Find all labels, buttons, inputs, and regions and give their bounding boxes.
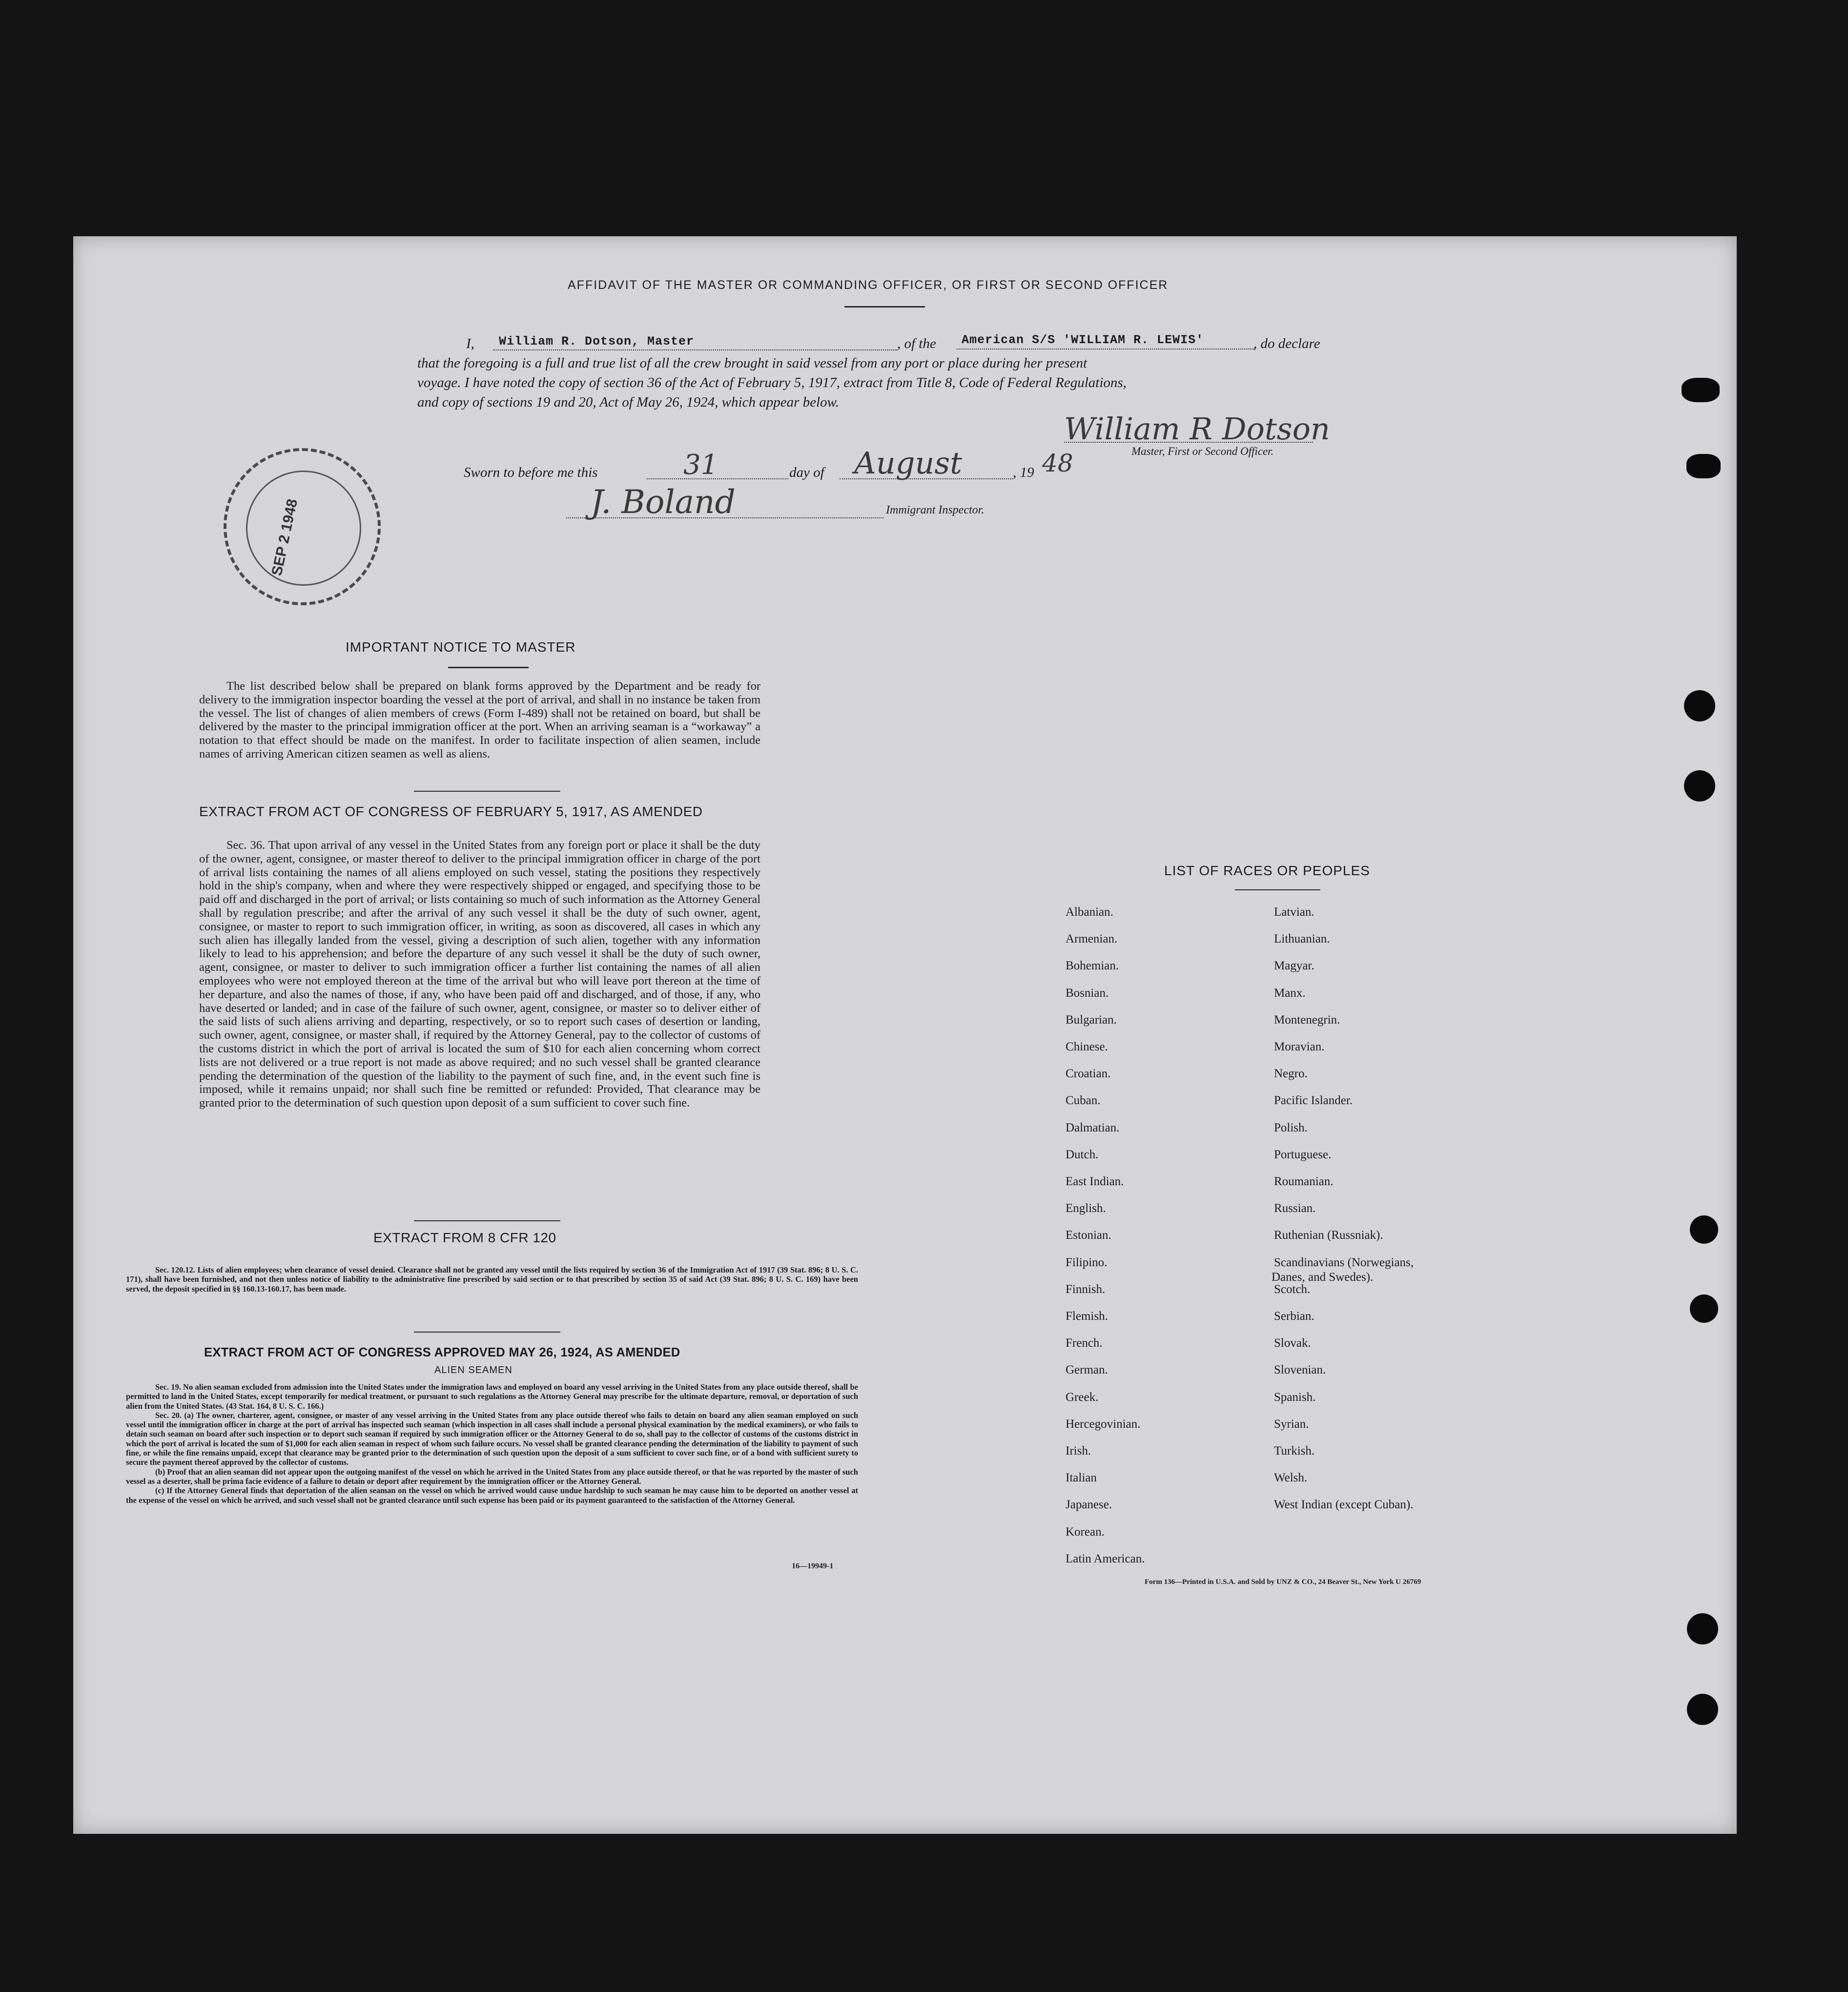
race-item: German.	[1066, 1363, 1108, 1377]
punch-hole	[1690, 1294, 1718, 1323]
race-item: Serbian.	[1274, 1310, 1314, 1323]
of-the-label: , of the	[897, 336, 936, 351]
extract-1924-text: Sec. 19. No alien seaman excluded from admission into the United States under the immigration laws and employed on board any vessel arriving in the United States from any place outside thereof, shall be permitted to land in the United States, except temporarily for medical treatment, or pursuant to such regulations as the Attorney General may prescribe for the ultimate departure, removal, or deportation of such alien from the United States. (43 Stat. 164, 8 U. S. C. 166.) Sec. 20. (a) The owner, charterer, agent, consignee, or master of any vessel arriving in the United States from any place outside thereof who fails to detain on board any alien seaman employed on such vessel until the immigration officer in charge at the port of arrival has inspected such seaman (which inspection in all cases shall include a personal physical examination by the medical examiners), or who fails to detain such seaman on board after such inspection or to deport such seaman if required by such immigration officer or the Attorney General to do so, shall pay to the collector of customs of the customs district in which the port of arrival is located the sum of $1,000 for each alien seaman in respect of whom such failure occurs. No vessel shall be granted clearance pending the determination of the liability to payment of such fine, or while the fine remains unpaid, except that clearance may be granted prior to the determination of such question upon the deposit of a sum sufficient to cover such fine, or of a bond with sufficient surety to secure the payment thereof approved by the collector of customs. (b) Proof that an alien seaman did not appear upon the outgoing manifest of the vessel on which he arrived in the United States from any place outside thereof, or that he was reported by the master of such vessel as a deserter, shall be prima facie evidence of a failure to detain or deport after requirement by the immigration officer or the Attorney General. (c) If the Attorney General finds that deportation of the alien seaman on the vessel on which he arrived would cause undue hardship to such seaman he may cause him to be deported on another vessel at the expense of the vessel on which he arrived, and such vessel shall not be granted clearance until such expense has been paid or its payment guaranteed to the satisfaction of the Attorney General.	[126, 1382, 858, 1505]
title-rule	[844, 306, 925, 308]
race-item: Manx.	[1274, 986, 1306, 1000]
race-item: Russian.	[1274, 1202, 1316, 1215]
punch-hole	[1686, 454, 1721, 478]
extract-1917-text: Sec. 36. That upon arrival of any vessel in the United States from any foreign port or place it shall be the duty of the owner, agent, consignee, or master thereof to deliver to the principal immigration officer in charge of the port of arrival lists containing the names of all aliens employed on such vessel, stating the positions they respectively hold in the ship's company, when and where they were respectively shipped or engaged, and specifying those to be paid off and discharged in the port of arrival; or lists containing so much of such information as the Attorney General shall by regulation prescribe; and after the arrival of any such vessel it shall be the duty of such owner, agent, consignee, or master to report to such immigration officer, in writing, as soon as discovered, all cases in which any such alien has illegally landed from the vessel, giving a description of such alien, together with any information likely to lead to his apprehension; and before the departure of any such vessel it shall be the duty of such owner, agent, consignee, or master to deliver to such immigration officer a further list containing the names of all alien employees who were not employed thereon at the time of the arrival but who will leave port thereon at the time of her departure, and also the names of those, if any, who have been paid off and discharged, and of those, if any, who have deserted or landed; and in case of the failure of such owner, agent, consignee, or master so to deliver either of the said lists of such aliens arriving and departing, respectively, or so to report such cases of desertion or landing, such owner, agent, consignee, or master shall, if required by the Attorney General, pay to the collector of customs of the customs district in which the port of arrival is located the sum of $10 for each alien concerning whom correct lists are not delivered or a true report is not made as above required; and no such vessel shall be granted clearance pending the determination of the question of the liability to the payment of such fine, and, in the event such fine is imposed, while it remains unpaid; nor shall such fine be remitted or refunded: Provided, That clearance may be granted prior to the determination of such question upon deposit of a sum sufficient to cover such fine.	[199, 839, 760, 1110]
punch-hole	[1690, 1215, 1718, 1244]
race-item: Scandinavians (Norwegians,	[1274, 1255, 1414, 1269]
affidavit-line3: voyage. I have noted the copy of section 36 of the Act of February 5, 1917, extract from Title 8, Code of Federal Regulations,	[417, 375, 1127, 390]
master-signature: William R Dotson	[1064, 411, 1330, 447]
vessel-name: American S/S 'WILLIAM R. LEWIS'	[962, 333, 1204, 347]
race-item: Welsh.	[1274, 1471, 1308, 1485]
year-value: 48	[1042, 449, 1073, 477]
race-item: Dutch.	[1066, 1148, 1099, 1161]
race-item: Lithuanian.	[1274, 932, 1330, 946]
race-item: Albanian.	[1066, 905, 1113, 919]
punch-hole	[1684, 690, 1715, 721]
races-title: LIST OF RACES OR PEOPLES	[1164, 863, 1370, 878]
sworn-prefix: Sworn to before me this	[464, 465, 598, 480]
race-item: Turkish.	[1274, 1444, 1315, 1458]
race-item: Latvian.	[1274, 905, 1314, 919]
inspection-stamp	[224, 448, 381, 605]
stamp-date: SEP 2 1948	[268, 497, 301, 577]
race-item: Danes, and Swedes).	[1272, 1270, 1374, 1284]
affidavit-line4: and copy of sections 19 and 20, Act of May 26, 1924, which appear below.	[417, 394, 839, 410]
punch-hole	[1682, 378, 1720, 402]
race-item: Dalmatian.	[1066, 1121, 1120, 1134]
day-dotline	[647, 478, 788, 479]
notice-bottom-rule	[414, 791, 560, 792]
race-item: Croatian.	[1066, 1067, 1111, 1081]
race-item: Magyar.	[1274, 959, 1314, 973]
do-declare-label: , do declare	[1253, 336, 1320, 351]
race-item: Latin American.	[1066, 1552, 1145, 1565]
day-value: 31	[683, 449, 719, 481]
punch-hole	[1684, 770, 1715, 801]
race-item: Negro.	[1274, 1067, 1308, 1081]
affidavit-line1-prefix: I,	[466, 336, 474, 351]
race-item: Greek.	[1066, 1390, 1099, 1404]
notice-rule	[448, 667, 529, 668]
inspector-caption: Immigrant Inspector.	[886, 504, 985, 516]
affidavit-line2: that the foregoing is a full and true list of all the crew brought in said vessel from any port or place during her present	[417, 355, 1088, 371]
race-item: Slovenian.	[1274, 1363, 1326, 1377]
race-item: Italian	[1066, 1471, 1097, 1485]
race-item: Bosnian.	[1066, 986, 1109, 1000]
name-dotline	[493, 349, 897, 350]
race-item: Montenegrin.	[1274, 1013, 1340, 1027]
punch-hole	[1687, 1613, 1718, 1644]
extract-1917-title: EXTRACT FROM ACT OF CONGRESS OF FEBRUARY 5, 1917, AS AMENDED	[199, 804, 703, 819]
extract-1924-subtitle: ALIEN SEAMEN	[434, 1365, 513, 1376]
race-item: Filipino.	[1066, 1255, 1108, 1269]
race-item: English.	[1066, 1202, 1106, 1215]
race-item: Pacific Islander.	[1274, 1094, 1353, 1108]
race-item: Japanese.	[1066, 1498, 1112, 1512]
notice-text: The list described below shall be prepared on blank forms approved by the Department and be ready for delivery to the immigration inspector boarding the vessel at the port of arrival, and shall in no instance be taken from the vessel. The list of changes of alien members of crews (Form I-489) shall not be retained on board, but shall be delivered by the master to the principal immigration officer at the port. When an arriving seaman is a “workaway” a notation to that effect should be made on the manifest. In order to facilitate inspection of alien seamen, include names of arriving American citizen seamen as well as aliens.	[199, 679, 760, 760]
month-value: August	[854, 445, 963, 481]
extract-1917-rule	[414, 1220, 560, 1221]
master-signature-line	[1064, 442, 1313, 443]
race-item: Moravian.	[1274, 1040, 1325, 1053]
punch-hole	[1687, 1694, 1718, 1725]
extract-8cfr-title: EXTRACT FROM 8 CFR 120	[373, 1230, 556, 1245]
race-item: Scotch.	[1274, 1282, 1311, 1296]
race-item: Cuban.	[1066, 1094, 1101, 1108]
race-item: Syrian.	[1274, 1417, 1309, 1431]
extract-8cfr-text: Sec. 120.12. Lists of alien employees; when clearance of vessel denied. Clearance shall not be granted any vessel until the lists required by section 36 of the Immigration Act of 1917 (39 Stat. 896; 8 U. S. C. 171), shall have been furnished, and not then unless notice of liability to the administrative fine prescribed by said section or to that prescribed by section 35 of said Act (39 Stat. 896; 8 U. S. C. 169) have been served, the deposit specified in §§ 160.13-160.17, has been made.	[126, 1265, 858, 1294]
race-item: Hercegovinian.	[1066, 1417, 1141, 1431]
inspector-dotline	[566, 517, 883, 518]
day-of-label: day of	[789, 465, 824, 480]
race-item: Portuguese.	[1274, 1148, 1332, 1161]
master-caption: Master, First or Second Officer.	[1131, 445, 1274, 457]
affidavit-title: AFFIDAVIT OF THE MASTER OR COMMANDING OFFICER, OR FIRST OR SECOND OFFICER	[568, 278, 1169, 292]
inspector-signature: J. Boland	[591, 483, 736, 521]
race-item: French.	[1066, 1336, 1103, 1350]
month-dotline	[840, 478, 1013, 479]
master-name: William R. Dotson, Master	[499, 334, 695, 349]
race-item: Bohemian.	[1066, 959, 1119, 973]
race-item: Spanish.	[1274, 1390, 1316, 1404]
extract-1924-title: EXTRACT FROM ACT OF CONGRESS APPROVED MAY 26, 1924, AS AMENDED	[204, 1346, 680, 1359]
race-item: Irish.	[1066, 1444, 1091, 1458]
year-prefix: , 19	[1013, 465, 1034, 480]
race-item: Roumanian.	[1274, 1175, 1334, 1188]
extract-8cfr-rule	[414, 1332, 560, 1333]
form-note: Form 136—Printed in U.S.A. and Sold by UNZ & CO., 24 Beaver St., New York U 26769	[1145, 1578, 1421, 1586]
race-item: Estonian.	[1066, 1229, 1111, 1242]
race-item: Chinese.	[1066, 1040, 1108, 1053]
form-code: 16—19949-1	[792, 1562, 834, 1570]
races-rule	[1235, 889, 1320, 890]
race-item: Ruthenian (Russniak).	[1274, 1229, 1383, 1242]
notice-title: IMPORTANT NOTICE TO MASTER	[346, 639, 576, 655]
race-item: Flemish.	[1066, 1310, 1108, 1323]
race-item: Slovak.	[1274, 1336, 1311, 1350]
race-item: East Indian.	[1066, 1175, 1124, 1188]
race-item: Korean.	[1066, 1525, 1105, 1539]
race-item: Bulgarian.	[1066, 1013, 1117, 1027]
race-item: Polish.	[1274, 1121, 1308, 1134]
race-item: West Indian (except Cuban).	[1274, 1498, 1414, 1512]
race-item: Armenian.	[1066, 932, 1118, 946]
race-item: Finnish.	[1066, 1282, 1106, 1296]
